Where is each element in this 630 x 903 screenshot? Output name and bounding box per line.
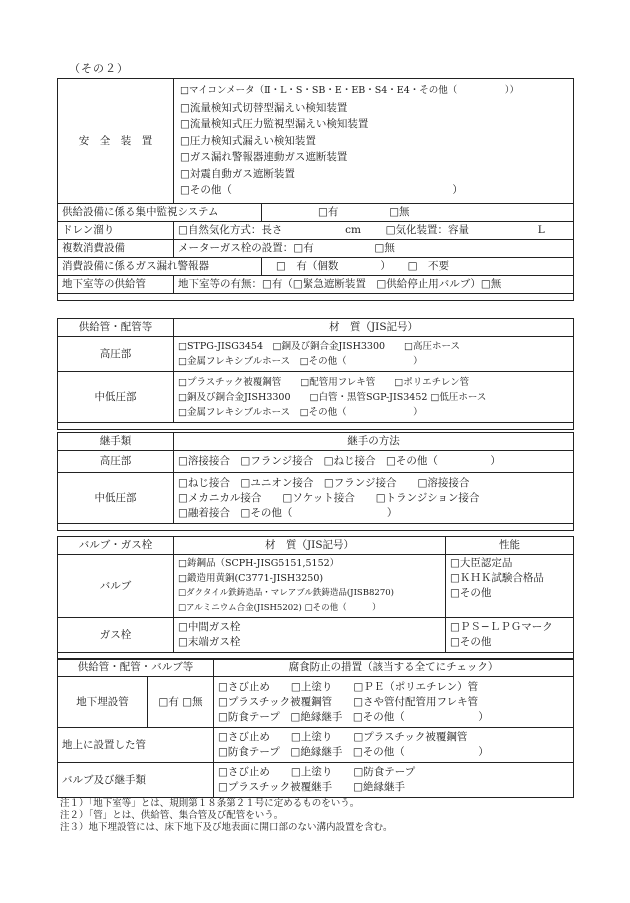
valve-perf[interactable]: □その他 <box>450 587 492 599</box>
spacer <box>58 294 574 301</box>
underground-measures <box>214 677 574 728</box>
cock-perf[interactable]: □ＰＳ−ＬＰＧマーク <box>450 621 553 633</box>
corrosion-table <box>57 658 574 798</box>
valve-joint-line[interactable]: □さび止め □上塗り □防食テープ <box>218 766 416 778</box>
valve-perf[interactable]: □ＫＨＫ試験合格品 <box>450 572 544 584</box>
material-mid-label: 中低圧部 <box>58 372 174 423</box>
cock-perf[interactable]: □その他 <box>450 636 492 648</box>
spacer <box>58 524 574 531</box>
safety-item[interactable]: □対震自動ガス遮断装置 <box>180 167 295 180</box>
multi-no[interactable]: □無 <box>374 242 395 254</box>
drain-unit-cm: cm <box>345 224 361 236</box>
material-head-left: 供給管・配管等 <box>58 319 174 337</box>
alarm-no[interactable]: □ 不要 <box>407 260 450 272</box>
joints-mid <box>174 473 574 524</box>
valves-head-left: バルブ・ガス栓 <box>58 537 174 555</box>
above-line[interactable]: □防食テープ □絶縁継手 □その他（ ） <box>218 746 489 758</box>
joints-head-right: 継手の方法 <box>174 433 574 451</box>
drain-natural[interactable]: □自然気化方式：長さ <box>178 224 283 236</box>
monitor-options <box>262 204 574 222</box>
above-label: 地上に設置した管 <box>58 728 214 763</box>
safety-item[interactable]: □流量検知式切替型漏えい検知装置 <box>180 101 348 114</box>
valve-performance <box>446 555 574 618</box>
valves-head-right: 性能 <box>446 537 574 555</box>
corrosion-head-right: 腐食防止の措置（該当する全てにチェック） <box>214 659 574 677</box>
joints-mid-line[interactable]: □融着接合 □その他（ ） <box>178 506 398 519</box>
valve-material[interactable]: □鍛造用黄銅(C3771-JISH3250) <box>178 573 324 584</box>
valve-material[interactable]: □アルミニウム合金(JISH5202) □その他（ ） <box>178 603 381 613</box>
valve-material[interactable]: □鋳鋼品（SCPH-JISG5151,5152） <box>178 558 340 569</box>
alarm-yes[interactable]: □ 有（個数 ） <box>276 260 391 272</box>
joints-mid-line[interactable]: □メカニカル接合 □ソケット接合 □トランジション接合 <box>178 491 480 504</box>
cock-label: ガス栓 <box>58 618 174 653</box>
monitor-no[interactable]: □無 <box>389 206 410 218</box>
notes <box>60 798 393 834</box>
cock-performance <box>446 618 574 653</box>
valve-joint-label: バルブ及び継手類 <box>58 763 214 798</box>
note: 注３）地下埋設管には、床下地下及び地表面に開口部のない溝内設置を含む。 <box>60 822 393 833</box>
joints-mid-label: 中低圧部 <box>58 473 174 524</box>
material-mid-line[interactable]: □プラスチック被覆鋼管 □配管用フレキ管 □ポリエチレン管 <box>178 376 470 388</box>
material-high-line[interactable]: □STPG-JISG3454 □銅及び銅合金JISH3300 □高圧ホース <box>178 341 461 352</box>
underground-option[interactable]: □有 □無 <box>148 677 214 728</box>
above-measures <box>214 728 574 763</box>
underground-line[interactable]: □さび止め □上塗り □ＰＥ（ポリエチレン）管 <box>218 680 479 693</box>
valve-joint-line[interactable]: □プラスチック被覆継手 □絶縁継手 <box>218 781 406 793</box>
underground-line[interactable]: □プラスチック被覆鋼管 □さや管付配管用フレキ管 <box>218 695 479 708</box>
note: 注１）「地下室等」とは、規則第１８条第２１号に定めるものをいう。 <box>60 798 360 809</box>
safety-table <box>57 78 574 301</box>
material-head-right: 材 質（JIS記号） <box>174 319 574 337</box>
basement-options[interactable]: 地下室等の有無：□有（□緊急遮断装置 □供給停止用バルブ）□無 <box>174 276 574 294</box>
drain-label: ドレン溜り <box>58 222 174 240</box>
safety-item[interactable]: □流量検知式圧力監視型漏えい検知装置 <box>180 118 369 131</box>
drain-options <box>174 222 574 240</box>
material-mid <box>174 372 574 423</box>
note: 注２）「管」とは、供給管、集合管及び配管をいう。 <box>60 810 284 821</box>
cock-material[interactable]: □末端ガス栓 <box>178 636 241 648</box>
material-mid-line[interactable]: □銅及び銅合金JISH3300 □白管・黒管SGP-JIS3452 □低圧ホース <box>178 391 487 403</box>
page-label: （その２） <box>69 62 129 75</box>
corrosion-head-left: 供給管・配管・バルブ等 <box>58 659 214 677</box>
cock-materials <box>174 618 446 653</box>
valve-perf[interactable]: □大臣認定品 <box>450 557 513 569</box>
above-line[interactable]: □さび止め □上塗り □プラスチック被覆鋼管 <box>218 731 468 743</box>
joints-high-label: 高圧部 <box>58 451 174 473</box>
multi-label: 複数消費設備 <box>58 240 174 258</box>
valves-head-mid: 材 質（JIS記号） <box>174 537 446 555</box>
basement-label: 地下室等の供給管 <box>58 276 174 294</box>
monitor-label: 供給設備に係る集中監視システム <box>58 204 262 222</box>
safety-items <box>174 79 574 204</box>
valve-materials <box>174 555 446 618</box>
safety-item[interactable]: □マイコンメータ（Ⅱ・L・S・SB・E・EB・S4・E4・その他（ ）） <box>180 85 520 97</box>
valve-joint-measures <box>214 763 574 798</box>
joints-table <box>57 432 574 531</box>
drain-unit-l: L <box>537 224 545 236</box>
monitor-yes[interactable]: □有 <box>318 206 339 218</box>
material-mid-line[interactable]: □金属フレキシブルホース □その他（ ） <box>178 406 423 418</box>
valve-label: バルブ <box>58 555 174 618</box>
safety-label: 安 全 装 置 <box>58 79 174 204</box>
material-high-line[interactable]: □金属フレキシブルホース □その他（ ） <box>178 356 423 367</box>
multi-yes[interactable]: メーターガス栓の設置：□有 <box>178 242 314 254</box>
valve-material[interactable]: □ダクタイル鉄鋳造品・マレアブル鉄鋳造品(JISB8270) <box>178 588 394 598</box>
material-high-label: 高圧部 <box>58 337 174 372</box>
alarm-label: 消費設備に係るガス漏れ警報器 <box>58 258 262 276</box>
joints-high-line[interactable]: □溶接接合 □フランジ接合 □ねじ接合 □その他（ ） <box>174 451 574 473</box>
underground-line[interactable]: □防食テープ □絶縁継手 □その他（ ） <box>218 710 489 723</box>
material-table <box>57 318 574 430</box>
alarm-options <box>262 258 574 276</box>
drain-forced[interactable]: □気化装置：容量 <box>385 224 470 236</box>
spacer <box>58 423 574 430</box>
joints-mid-line[interactable]: □ねじ接合 □ユニオン接合 □フランジ接合 □溶接接合 <box>178 476 470 489</box>
safety-item[interactable]: □その他（ ） <box>180 184 463 197</box>
cock-material[interactable]: □中間ガス栓 <box>178 621 241 633</box>
underground-label: 地下埋設管 <box>58 677 148 728</box>
material-high <box>174 337 574 372</box>
joints-head-left: 継手類 <box>58 433 174 451</box>
multi-options <box>174 240 574 258</box>
safety-item[interactable]: □圧力検知式漏えい検知装置 <box>180 134 316 147</box>
safety-item[interactable]: □ガス漏れ警報器連動ガス遮断装置 <box>180 151 348 164</box>
valves-table <box>57 536 574 660</box>
